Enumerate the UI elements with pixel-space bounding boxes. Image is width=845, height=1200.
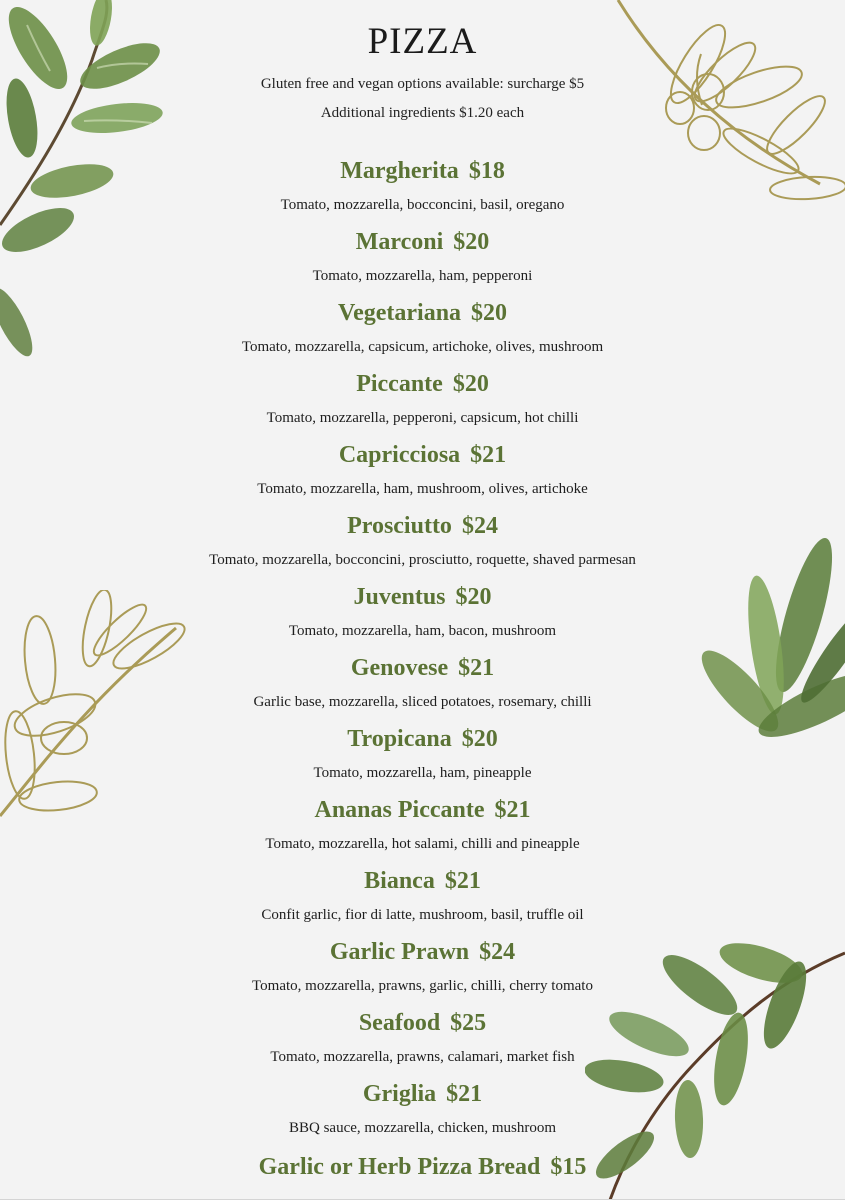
item-description: Tomato, mozzarella, prawns, garlic, chilli, cherry tomato	[252, 978, 593, 994]
item-description: Tomato, mozzarella, hot salami, chilli and pineapple	[265, 836, 580, 852]
item-name: Genovese	[350, 655, 449, 681]
item-name: Tropicana	[347, 726, 452, 752]
item-heading	[0, 294, 845, 332]
item-name: Capricciosa	[338, 442, 461, 468]
menu-item	[0, 294, 845, 365]
gluten-free-note: Gluten free and vegan options available: surcharge $5	[260, 76, 585, 92]
menu-item	[0, 720, 845, 791]
additional-ingredients-note: Additional ingredients $1.20 each	[320, 105, 525, 121]
item-description: Tomato, mozzarella, pepperoni, capsicum, hot chilli	[266, 410, 579, 426]
item-price: $21	[470, 442, 507, 468]
menu-item	[0, 436, 845, 507]
item-heading	[0, 720, 845, 758]
item-name: Bianca	[364, 868, 435, 894]
item-description: Tomato, mozzarella, capsicum, artichoke, olives, mushroom	[241, 339, 604, 355]
item-description: BBQ sauce, mozzarella, chicken, mushroom	[289, 1120, 556, 1136]
item-description: Tomato, mozzarella, ham, bacon, mushroom	[288, 623, 557, 639]
item-price: $20	[452, 371, 489, 397]
item-description: Tomato, mozzarella, bocconcini, prosciutto, roquette, shaved parmesan	[209, 552, 636, 568]
item-name: Margherita	[340, 158, 459, 184]
item-name: Garlic or Herb Pizza Bread	[258, 1154, 541, 1180]
menu-item	[0, 933, 845, 1004]
item-name: Seafood	[358, 1010, 441, 1036]
pizza-list	[0, 152, 845, 1146]
menu-item	[0, 649, 845, 720]
item-price: $21	[494, 797, 531, 823]
item-description: Tomato, mozzarella, ham, pineapple	[313, 765, 532, 781]
item-price: $20	[471, 300, 508, 326]
item-heading	[0, 152, 845, 190]
item-heading	[0, 649, 845, 687]
item-description: Tomato, mozzarella, prawns, calamari, market fish	[270, 1049, 575, 1065]
item-price: $21	[444, 868, 481, 894]
menu-item	[0, 791, 845, 862]
page-title: PIZZA	[367, 21, 478, 62]
item-description: Tomato, mozzarella, bocconcini, basil, oregano	[280, 197, 565, 213]
menu-item	[0, 1004, 845, 1075]
item-heading	[0, 862, 845, 900]
item-price: $20	[461, 726, 498, 752]
item-price: $18	[468, 158, 505, 184]
item-name: Juventus	[353, 584, 446, 610]
item-heading	[0, 436, 845, 474]
menu-item	[0, 507, 845, 578]
menu-item	[0, 578, 845, 649]
item-heading	[0, 1004, 845, 1042]
menu-item	[0, 152, 845, 223]
item-heading	[0, 365, 845, 403]
item-name: Prosciutto	[347, 513, 452, 539]
item-description: Tomato, mozzarella, ham, mushroom, olives, artichoke	[257, 481, 588, 497]
item-heading	[0, 933, 845, 971]
menu-item	[0, 365, 845, 436]
item-description: Garlic base, mozzarella, sliced potatoes, rosemary, chilli	[253, 694, 592, 710]
item-name: Vegetariana	[337, 300, 462, 326]
menu-item	[0, 862, 845, 933]
item-price: $24	[461, 513, 498, 539]
item-name: Piccante	[356, 371, 443, 397]
item-price: $24	[479, 939, 516, 965]
item-heading	[0, 1075, 845, 1113]
item-heading	[0, 223, 845, 261]
menu-item	[0, 1075, 845, 1146]
item-name: Marconi	[355, 229, 444, 255]
item-name: Ananas Piccante	[314, 797, 485, 823]
item-heading	[0, 507, 845, 545]
menu-item	[0, 223, 845, 294]
pizza-bread-item	[0, 1148, 845, 1186]
item-price: $20	[453, 229, 490, 255]
item-name: Garlic Prawn	[329, 939, 470, 965]
item-price: $21	[446, 1081, 483, 1107]
item-price: $20	[455, 584, 492, 610]
item-description: Confit garlic, fior di latte, mushroom, basil, truffle oil	[261, 907, 584, 923]
item-heading	[0, 578, 845, 616]
item-price: $25	[450, 1010, 487, 1036]
item-name: Griglia	[362, 1081, 437, 1107]
item-description: Tomato, mozzarella, ham, pepperoni	[312, 268, 533, 284]
item-heading	[0, 791, 845, 829]
item-price: $15	[550, 1154, 587, 1180]
item-price: $21	[458, 655, 495, 681]
